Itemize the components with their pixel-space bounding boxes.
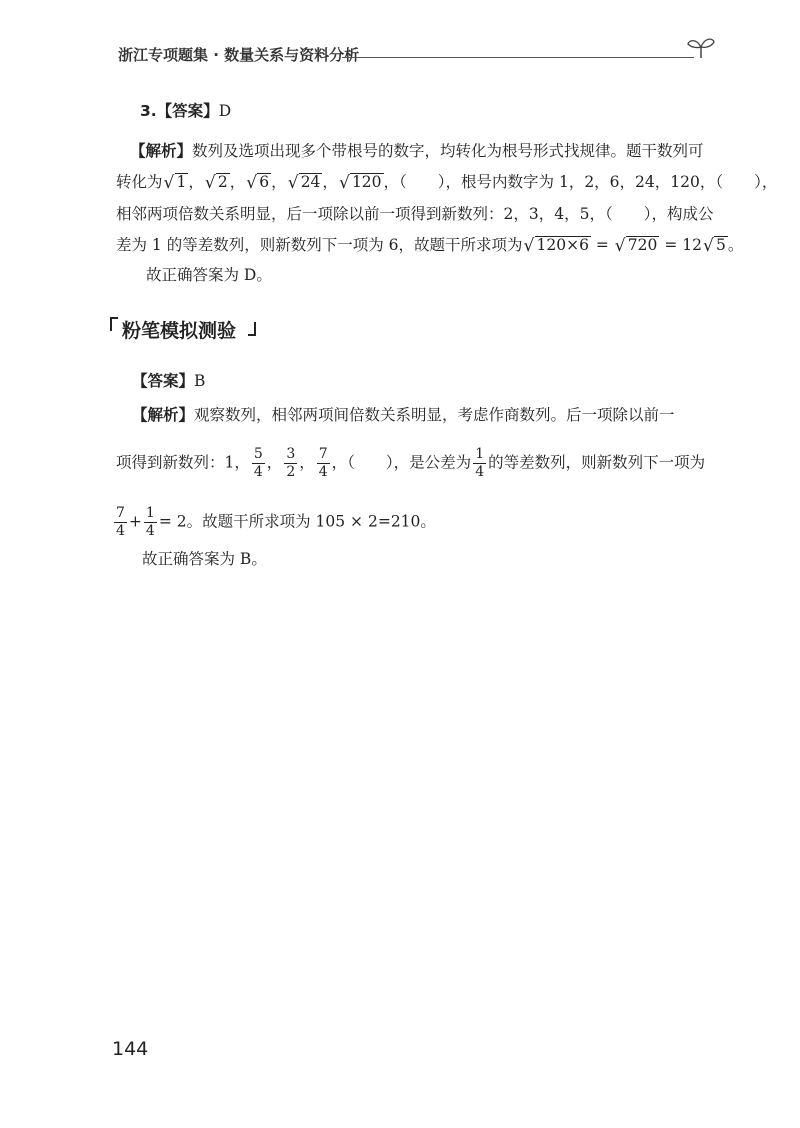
mock-l3-text: = 2。故题干所求项为 105 × 2=210。 (158, 512, 436, 531)
sqrt-720-value: 720 (627, 236, 658, 254)
q3-eq-1: = (590, 236, 614, 254)
q3-analysis-line-2: 转化为 √ 1 ， √ 2 ， √ 6 ， √ 24 ， √ 120 ，（ ），根号内数字为 1，2，6，24，120，（ ）， (116, 173, 778, 193)
sqrt-2-value: 2 (217, 173, 228, 191)
sqrt-120-value: 120 (351, 173, 382, 191)
mock-answer-label: 【答案】 (132, 372, 195, 390)
q3-analysis-line-3: 相邻两项倍数关系明显，后一项除以前一项得到新数列：2，3，4，5，（ ），构成公 (116, 205, 714, 223)
fraction-numerator: 1 (145, 505, 155, 521)
header-rule (342, 57, 694, 58)
fraction-3-2 (284, 446, 297, 481)
q3-l4-end: 。 (727, 236, 744, 254)
plus-sign: + (128, 512, 142, 531)
q3-l2-suffix: ，（ ），根号内数字为 1，2，6，24，120，（ ）， (383, 173, 778, 191)
q3-analysis-text-1: 数列及选项出现多个带根号的数字，均转化为根号形式找规律。题干数列可 (192, 142, 704, 160)
fraction-numerator: 7 (318, 446, 328, 462)
mock-analysis-line-1 (132, 404, 675, 426)
fraction-numerator: 7 (116, 505, 125, 521)
sqrt-6-value: 6 (259, 173, 270, 191)
mock-l2-end: 的等差数列，则新数列下一项为 (488, 453, 706, 472)
section-bracket-right (248, 322, 256, 336)
fraction-7-4 (317, 446, 330, 481)
mock-l2-prefix: 项得到新数列：1， (116, 453, 250, 472)
section-title: 粉笔模拟测验 (122, 320, 237, 342)
fraction-denominator: 4 (116, 523, 125, 539)
mock-analysis-label: 【解析】 (132, 406, 195, 424)
mock-l2-mid: ，（ ），是公差为 (331, 453, 472, 472)
fraction-numerator: 5 (253, 446, 263, 462)
mock-answer-line (132, 370, 205, 392)
fraction-denominator: 4 (318, 464, 328, 480)
sqrt-5: √ 5 (702, 236, 726, 256)
mock-analysis-text-1: 观察数列，相邻两项间倍数关系明显，考虑作商数列。后一项除以前一 (194, 406, 675, 424)
sqrt-24-value: 24 (300, 173, 321, 191)
fraction-5-4 (252, 446, 265, 481)
fraction-numerator: 3 (286, 446, 296, 462)
fraction-denominator: 4 (145, 523, 155, 539)
mock-analysis-line-2 (116, 446, 705, 481)
sqrt-120x6: √ 120×6 (523, 236, 589, 256)
fraction-1-4-sum (144, 505, 157, 540)
fraction-1-4 (473, 446, 486, 481)
fraction-7-4-sum (114, 505, 127, 540)
sqrt-120: √ 120 (338, 173, 382, 193)
section-bracket-left (110, 317, 118, 331)
fraction-denominator: 2 (286, 464, 296, 480)
sqrt-720: √ 720 (614, 236, 658, 256)
q3-l4-prefix: 差为 1 的等差数列，则新数列下一项为 6，故题干所求项为 (116, 236, 523, 254)
sqrt-6: √ 6 (246, 173, 270, 193)
sqrt-2: √ 2 (204, 173, 228, 193)
sqrt-5-value: 5 (715, 236, 726, 254)
page-number: 144 (112, 1038, 149, 1060)
mock-sep-2: ， (299, 453, 315, 472)
sqrt-1: √ 1 (163, 173, 187, 193)
q3-conclusion: 故正确答案为 D。 (146, 266, 272, 284)
q3-answer-label: 3.【答案】 (140, 102, 219, 120)
q3-analysis-label: 【解析】 (130, 142, 193, 160)
q3-eq-2: = 12 (659, 236, 702, 254)
fraction-denominator: 4 (253, 464, 263, 480)
q3-analysis-line-4 (116, 234, 743, 256)
mock-sep-1: ， (266, 453, 283, 472)
mock-answer-value: B (194, 372, 206, 390)
sqrt-1-value: 1 (176, 173, 187, 191)
sqrt-120x6-value: 120×6 (536, 236, 589, 254)
q3-answer-value: D (218, 102, 232, 120)
q3-analysis-line-1 (130, 140, 704, 162)
q3-l2-prefix: 转化为 (116, 173, 163, 191)
mock-analysis-line-3 (112, 505, 436, 540)
q3-answer-line (140, 100, 231, 122)
running-header-title: 浙江专项题集 · 数量关系与资料分析 (118, 46, 360, 64)
fraction-denominator: 4 (475, 464, 485, 480)
sqrt-24: √ 24 (287, 173, 321, 193)
fraction-numerator: 1 (475, 446, 485, 462)
mock-conclusion: 故正确答案为 B。 (142, 550, 267, 568)
sprout-icon (686, 34, 716, 60)
